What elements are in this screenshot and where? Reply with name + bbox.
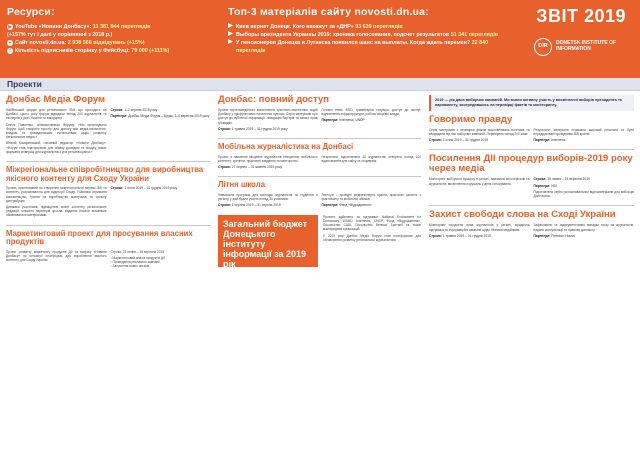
column-right [429, 95, 634, 245]
top-materials-block [228, 6, 528, 55]
budget-box [218, 215, 318, 284]
marketing-list-item: • Залучення нових читачів [111, 264, 212, 268]
partners-para-1: Проекти здійснено за підтримки: National Endowment for Democracy, USAID, Internews, UNDP, Фонд «Відродження», Посольство США, Посольство Великої Британії та інших міжнародних організацій. [323, 214, 421, 232]
partners-para-2: У 2019 році Донбас Медіа Форум став платформою для обговорення розвитку регіональної журналістики. [323, 233, 421, 242]
marketing-list-item: • Маркетинговий аналіз продуктів ДІІ [111, 256, 212, 260]
globe-icon: ● [8, 40, 12, 45]
resource-line-note: (+157% тут і далі у порівнянні з 2018 р.) [7, 32, 113, 38]
access-meta-2: Партнери: Internews, UNDP [321, 118, 365, 123]
forum-para-2: Олеся Павленко, співзасновниця Форуму: «Ми організували Форум, щоб створити простір для діалогу між медіа-спільнотою, владою та громадянським суспільством щодо розвитку регіональних медіа.» [6, 122, 107, 140]
top-item-1: Киев вернет Донецк. Кого накажут за «ДНР» 93 639 переглядів [228, 23, 528, 31]
coverage-para-1: Моніторинг виборчого процесу в регіоні, навчання спостерігачів та журналістів, висвітлення порушень у день голосування. [429, 177, 530, 186]
speak-para-1: Серія матеріалів з перевірки фактів висловлювань політиків та кандидатів під час виборчих кампаній. Перевірено понад 200 заяв. [429, 127, 530, 136]
divider [218, 176, 421, 177]
divider [429, 149, 634, 150]
forum-meta-1: Строки: 1–2 серпня 2019 року [110, 108, 158, 112]
school-meta-1: Строки: 1 серпня 2019 – 31 серпня 2019 [218, 203, 281, 208]
divider [6, 225, 211, 226]
budget-income: Надходження: 1 865 393 UAH [223, 272, 275, 277]
report-header [0, 0, 640, 78]
access-section [218, 95, 421, 133]
divider [6, 161, 211, 162]
protect-para-1: Моніторинг порушень прав журналістів у регіоні, юридична підтримка та інформаційні кампанії щодо безпеки медійників. [429, 223, 530, 232]
coverage-section [429, 154, 634, 200]
budget-title: Загальний бюджет Донецького інституту інформації за 2019 рік [223, 218, 308, 269]
crossmedia-para-2: Динаміка участників: підвищення якості контенту регіональних редакцій, кількість партнерів зросла, видання почали активніше обмінюватися матеріалами. [6, 205, 107, 218]
crossmedia-title: Міжрегіональне співробітництво для виробництва якісного контенту для Сходу України [6, 165, 204, 183]
top-item-3-cont: переглядів [236, 48, 266, 54]
youtube-icon: ▶ [8, 24, 12, 29]
school-title: Літня школа [218, 180, 266, 190]
resource-line-site: ● Сайт novosti.dn.ua: 2 938 566 відвідувань (+15%) [8, 40, 145, 46]
access-title: Донбас: повний доступ [218, 94, 330, 105]
protect-meta-1: Строки: 1 травня 2019 – 31 грудня 2019 [429, 233, 491, 238]
access-para-1: Проект мультимедійного висвітлення суспільно-політичних подій Донбасу у прифронтових населених пунктах. Серія матеріалів про доступ до публічної інформації, ліквідацію бар'єрів та захист прав громадян. [218, 108, 318, 125]
top-item-3: У пенсионеров Донецка и Луганска появился шанс на выплаты. Когда ждать перемен? 22 840 [228, 39, 528, 47]
intro-text: 2019 — рік двох виборчих кампаній. Ми взяли активну участь у висвітленні виборів президента та парламенту, зосередившись на перевірці фактів та моніторингу. [435, 98, 622, 107]
forum-section [6, 95, 211, 156]
speak-para-2: Результати: матеріали отримали широкий резонанс та були передруковані провідними ЗМІ країни. [533, 127, 634, 136]
facebook-icon: f [7, 48, 13, 54]
divider [218, 138, 421, 139]
crossmedia-para-1: Проект, орієнтований на створення міжрегіональної мережі ЗМІ та контенту, розрахованого для аудиторії Сходу. Учасники отримали наставництво, гранти на виробництво матеріалів та спільну дистрибуцію. [6, 186, 107, 203]
school-para-2: Лектори – провідні медіаексперти країни, практичні заняття з фактчекінгу та мобільної зйомки. [321, 193, 421, 202]
coverage-para-2: Підготовлено серію роз'яснювальних відеоматеріалів для виборців Донеччини. [533, 189, 634, 199]
coverage-title: Посилення ДІІ процедур виборів-2019 року через медіа [429, 153, 633, 175]
forum-meta-2: Партнери: Донбас Медіа Форум – Буряк, 3–4 вересня 2019 року [110, 114, 210, 119]
budget-expenses: Витрати на проекти: 1 814 201 UAH [223, 279, 282, 284]
speak-section [429, 115, 634, 145]
resource-line-youtube: ▶ YouTube «Новини Донбасу»: 11 381 844 переглядів [8, 24, 151, 30]
protect-section [429, 210, 634, 240]
marketing-para-1: Проект розвитку маркетингу продуктів ДІІ та випуску «Новини Донбасу» як основної платформи для вироблення якісного контенту для Сходу України. [6, 249, 107, 263]
journalism-para-1: Проект з навчання місцевих журналістів створенню мобільного контенту: тренінги, практичні завдання та менторство. [218, 154, 318, 163]
marketing-title: Маркетинговий проект для просування власних продуктів [6, 228, 193, 247]
resources-title: Ресурси: [7, 6, 55, 18]
crossmedia-section [6, 166, 211, 220]
intro-box [429, 95, 634, 111]
column-left [6, 95, 211, 274]
projects-bar [0, 78, 640, 91]
coverage-meta-1: Строки: 15 липня – 15 вересня 2019 [533, 177, 590, 182]
marketing-para-2: Строки: 15 липня – 15 вересня 2019 [110, 249, 165, 254]
school-para-1: Навчальна програма для молодих журналістів та студентів з регіону, у якій брали участь понад 30 учасників. [218, 193, 318, 202]
logo [534, 38, 626, 58]
coverage-meta-2: Партнери: NDI [533, 183, 557, 188]
report-title: ЗВІТ 2019 [536, 6, 626, 26]
triangle-bullet-icon [228, 39, 233, 44]
partners-block [323, 215, 421, 244]
marketing-section [6, 230, 211, 269]
forum-para-1: Найбільший форум для регіональних ЗМІ, що проходить на Донбасі. Цього року форум відвідали понад 200 журналістів та експертів з усієї України та закордону. [6, 108, 107, 121]
school-section [218, 181, 421, 209]
marketing-list-item: • Проведення рекламної кампанії [111, 260, 212, 264]
logo-text: DONETSK INSTITUTE OF INFORMATION [556, 40, 616, 53]
divider [429, 205, 634, 206]
speak-meta-1: Строки: 1 січня 2019 – 31 грудня 2019 [429, 138, 489, 142]
journalism-meta-1: Строки: 27 серпня – 31 жовтня 2019 року [218, 165, 283, 170]
protect-title: Захист свободи слова на Сході України [429, 209, 616, 221]
logo-mark: DIR [534, 38, 552, 56]
resources-block [7, 6, 222, 55]
speak-meta-2: Партнери: Internews [533, 138, 566, 142]
forum-para-3: Віталій Комаренський, головний редактор «Новини Донбасу»: «Форум став платформою для обміну досвідом та пошуку нових форматів співпраці для журналістів з усіх регіонів країни.» [6, 141, 107, 154]
protect-meta-2: Партнери: Freedom House [533, 233, 575, 238]
triangle-bullet-icon [228, 23, 233, 28]
journalism-section [218, 143, 421, 171]
projects-label: Проекти [7, 79, 42, 89]
access-para-2: Головні теми: ВПО, гуманітарна ситуація, доступ до послуг, відновлення інфраструктури, робота місцевої влади. [321, 108, 421, 117]
access-meta-1: Строки: 1 травня 2019 – 31 грудня 2019 року [218, 126, 288, 131]
protect-para-2: Зафіксовано та задокументовано випадки тиску на журналістів, надано консультації та правову допомогу. [533, 223, 634, 232]
speak-title: Говоримо правду [429, 113, 513, 125]
journalism-para-2: Результати: підготовлено 40 журналістів, створено понад 100 відеосюжетів для сайту та соцмереж. [321, 154, 421, 163]
budget-row [218, 214, 421, 284]
school-meta-2: Партнери: Фонд «Відродження» [321, 203, 372, 208]
crossmedia-meta-1: Строки: 1 січня 2019 – 31 грудня 2019 року [110, 186, 178, 191]
triangle-bullet-icon [228, 31, 233, 36]
column-middle [218, 94, 421, 284]
resource-line-facebook: f Кількість підписників сторінку у Фейсбуці: 79 000 (+111%) [7, 47, 222, 55]
top-materials-title: Топ-3 матеріалів сайту novosti.dn.ua: [228, 6, 429, 18]
forum-title: Донбас Медіа Форум [6, 94, 106, 105]
top-item-2: Выборы президента Украины 2019: хроника голосования, подсчет результатов 51 341 переглядів [228, 31, 528, 39]
journalism-title: Мобільна журналістика на Донбасі [218, 142, 354, 152]
